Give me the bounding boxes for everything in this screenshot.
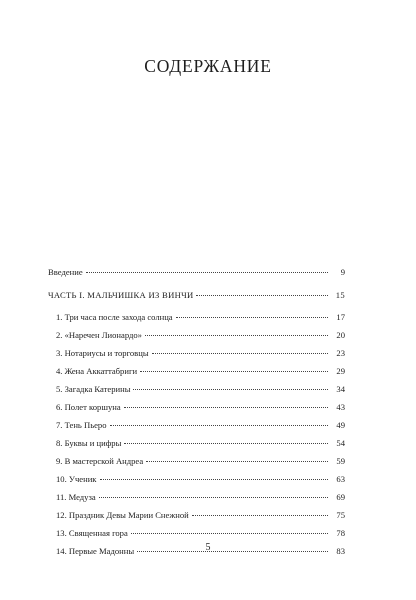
toc-entry-page: 54: [336, 438, 345, 448]
toc-entry-title: Введение: [48, 267, 83, 277]
toc-dot-leader: [86, 272, 328, 273]
toc-entry-chapter: [48, 507, 345, 523]
toc-dot-leader: [131, 533, 328, 534]
toc-entry-page: 15: [335, 290, 345, 300]
toc-entry-title: 13. Священная гора: [56, 528, 128, 538]
toc-dot-leader: [124, 407, 328, 408]
toc-dot-leader: [133, 389, 328, 390]
toc-entry-chapter: [48, 363, 345, 379]
toc-entry-page: 63: [336, 474, 345, 484]
toc-entry-page: 9: [340, 267, 345, 277]
toc-entry-chapter: [48, 525, 345, 541]
toc-entry-title: 5. Загадка Катерины: [56, 384, 131, 394]
toc-entry-title: 2. «Наречен Лионардо»: [56, 330, 142, 340]
toc-dot-leader: [176, 317, 328, 318]
toc-entry-title: 8. Буквы и цифры: [56, 438, 122, 448]
toc-entry-title: 4. Жена Аккаттабриги: [56, 366, 138, 376]
toc-entry-page: 17: [336, 312, 345, 322]
page-number: 5: [205, 542, 211, 553]
toc-entry-chapter: [48, 399, 345, 415]
toc-entry-chapter: [48, 327, 345, 343]
toc-entry-page: 69: [336, 492, 345, 502]
toc-entry-chapter: [48, 471, 345, 487]
toc-entry-part: [48, 287, 345, 303]
toc-entry-title: 10. Ученик: [56, 474, 97, 484]
toc-entry-title: 9. В мастерской Андреа: [56, 456, 144, 466]
toc-entry-intro: [48, 264, 345, 280]
toc-entry-page: 43: [336, 402, 345, 412]
toc-entry-title: ЧАСТЬ I. МАЛЬЧИШКА ИЗ ВИНЧИ: [48, 290, 194, 300]
toc-entry-chapter: [48, 435, 345, 451]
toc-dot-leader: [124, 443, 328, 444]
toc-dot-leader: [110, 425, 328, 426]
toc-entry-chapter: [48, 489, 345, 505]
toc-entry-page: 75: [336, 510, 345, 520]
toc-dot-leader: [146, 461, 328, 462]
toc-entry-page: 29: [336, 366, 345, 376]
toc-dot-leader: [192, 515, 328, 516]
toc-dot-leader: [152, 353, 328, 354]
toc-entry-chapter: [48, 417, 345, 433]
toc-entry-page: 49: [336, 420, 345, 430]
toc-dot-leader: [196, 295, 328, 296]
toc-entry-chapter: [48, 345, 345, 361]
toc-dot-leader: [99, 497, 328, 498]
toc-entry-chapter: [48, 381, 345, 397]
toc-entry-page: 23: [336, 348, 345, 358]
page-title: СОДЕРЖАНИЕ: [144, 56, 272, 76]
toc-entry-title: 7. Тень Пьеро: [56, 420, 107, 430]
toc-entry-title: 1. Три часа после захода солнца: [56, 312, 173, 322]
toc-entry-title: 3. Нотариусы и торговцы: [56, 348, 149, 358]
toc-dot-leader: [100, 479, 329, 480]
toc-dot-leader: [145, 335, 328, 336]
toc-entry-page: 78: [336, 528, 345, 538]
toc-entry-title: 6. Полет коршуна: [56, 402, 121, 412]
toc-entry-chapter: [48, 309, 345, 325]
toc-entry-title: 14. Первые Мадонны: [56, 546, 135, 556]
toc-entry-page: 83: [336, 546, 345, 556]
toc-entry-page: 59: [336, 456, 345, 466]
toc-entry-page: 20: [336, 330, 345, 340]
toc-entry-title: 11. Медуза: [56, 492, 96, 502]
toc-entry-chapter: [48, 453, 345, 469]
toc-entry-title: 12. Праздник Девы Марии Снежной: [56, 510, 189, 520]
toc-entry-page: 34: [336, 384, 345, 394]
toc-dot-leader: [140, 371, 328, 372]
